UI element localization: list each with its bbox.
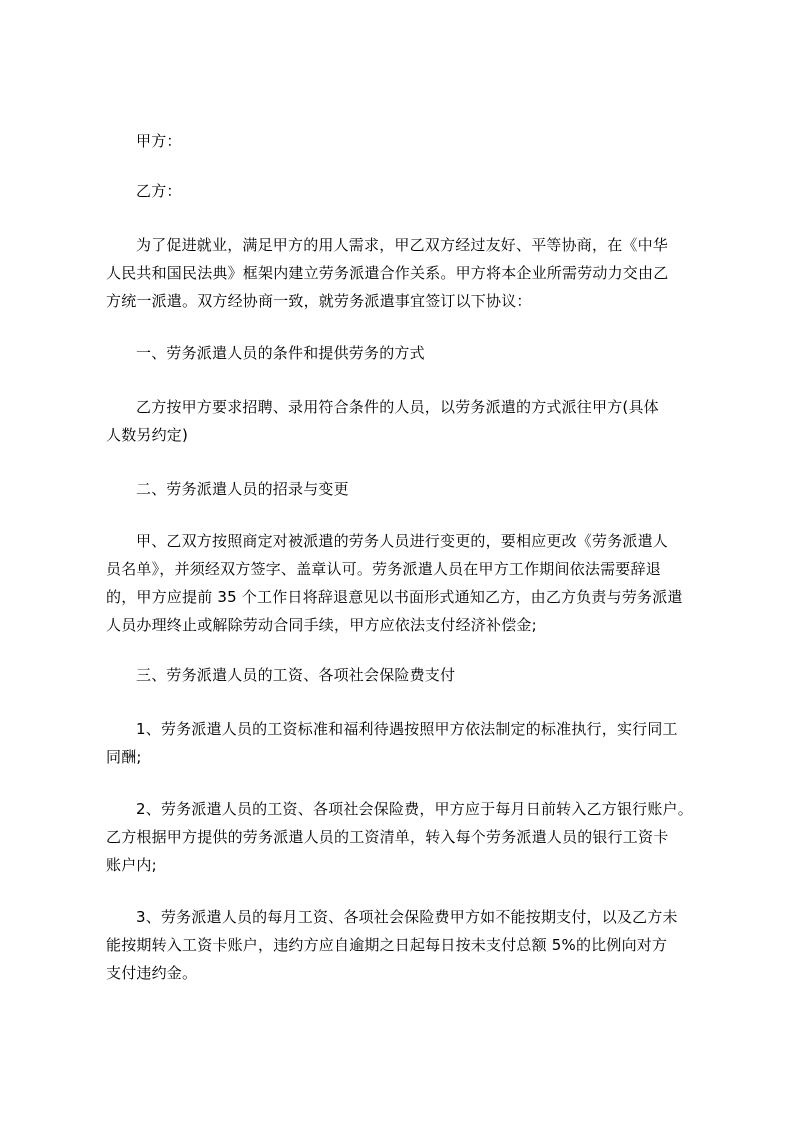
section-3-item-2-line-3: 账户内;: [106, 856, 157, 874]
section-2-line-2: 员名单》，并须经双方签字、盖章认可。劳务派遣人员在甲方工作期间依法需要辞退: [106, 560, 661, 578]
section-2-line-3: 的，甲方应提前 35 个工作日将辞退意见以书面形式通知乙方，由乙方负责与劳务派遣: [106, 588, 683, 606]
section-3-item-1-line-1: 1、劳务派遣人员的工资标准和福利待遇按照甲方依法制定的标准执行，实行同工: [136, 720, 678, 738]
section-1-line-1: 乙方按甲方要求招聘、录用符合条件的人员，以劳务派遣的方式派往甲方(具体: [136, 398, 659, 416]
section-3-item-3-line-2: 能按期转入工资卡账户，违约方应自逾期之日起每日按未支付总额 5%的比例向对方: [106, 936, 668, 954]
section-1-heading: 一、劳务派遣人员的条件和提供劳务的方式: [136, 344, 425, 362]
section-3-item-2-line-2: 乙方根据甲方提供的劳务派遣人员的工资清单，转入每个劳务派遣人员的银行工资卡: [106, 828, 669, 846]
intro-line-2: 人民共和国民法典》框架内建立劳务派遣合作关系。甲方将本企业所需劳动力交由乙: [106, 264, 669, 282]
intro-line-1: 为了促进就业，满足甲方的用人需求，甲乙双方经过友好、平等协商，在《中华: [136, 236, 669, 254]
section-2-line-1: 甲、乙双方按照商定对被派遣的劳务人员进行变更的，要相应更改《劳务派遣人: [136, 532, 669, 550]
section-2-heading: 二、劳务派遣人员的招录与变更: [136, 480, 349, 498]
section-3-item-1-line-2: 同酬;: [106, 748, 142, 766]
section-3-item-3-line-1: 3、劳务派遣人员的每月工资、各项社会保险费甲方如不能按期支付，以及乙方未: [136, 908, 678, 926]
intro-line-3: 方统一派遣。双方经协商一致，就劳务派遣事宜签订以下协议：: [106, 292, 532, 310]
section-3-item-2-line-1: 2、劳务派遣人员的工资、各项社会保险费，甲方应于每月日前转入乙方银行账户。: [136, 800, 693, 818]
party-a-label: 甲方：: [136, 132, 182, 150]
section-1-line-2: 人数另约定): [106, 426, 189, 444]
section-2-line-4: 人员办理终止或解除劳动合同手续，甲方应依法支付经济补偿金;: [106, 616, 537, 634]
party-b-label: 乙方：: [136, 182, 182, 200]
section-3-item-3-line-3: 支付违约金。: [106, 964, 198, 982]
section-3-heading: 三、劳务派遣人员的工资、各项社会保险费支付: [136, 666, 456, 684]
